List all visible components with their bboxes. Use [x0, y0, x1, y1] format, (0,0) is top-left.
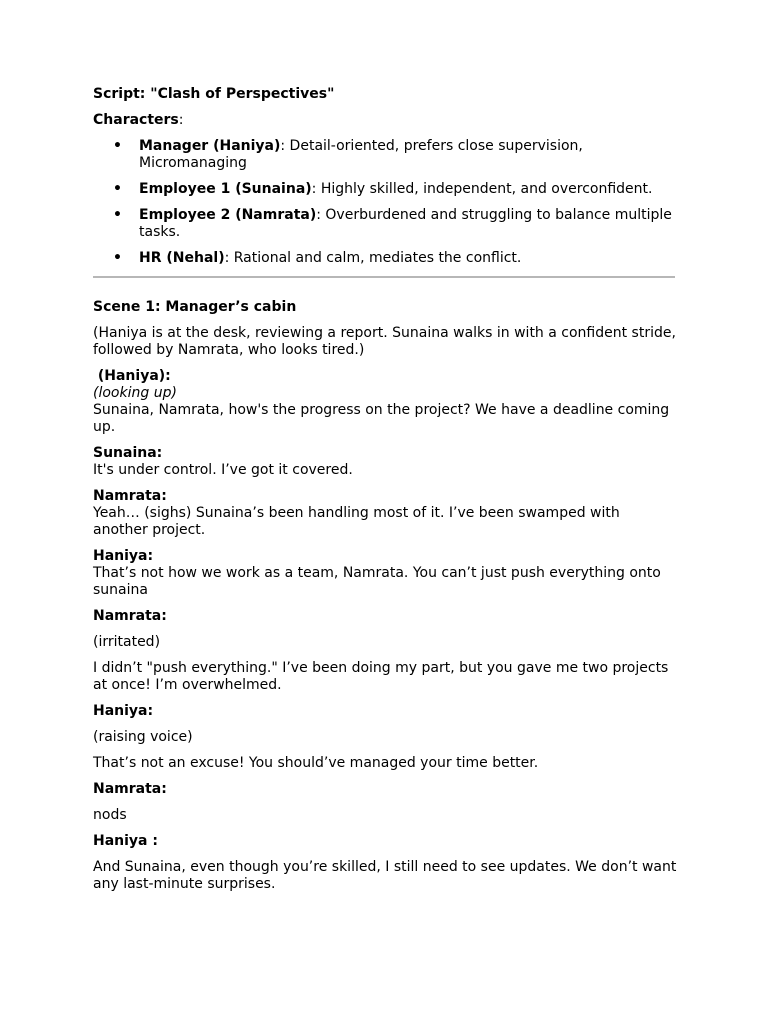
characters-heading: [93, 112, 678, 129]
character-description: : Highly skilled, independent, and overconfident.: [311, 181, 653, 197]
speaker-name: (Haniya):: [93, 368, 171, 384]
dialogue-line: nods: [93, 807, 127, 823]
speaker-name: Haniya:: [93, 548, 154, 564]
character-name: Employee 1 (Sunaina): [139, 181, 312, 197]
character-name: HR (Nehal): [139, 250, 225, 266]
list-item: [93, 138, 678, 172]
dialogue-line: That’s not how we work as a team, Namrata. You can’t just push everything onto sunaina: [93, 565, 661, 598]
characters-label: Characters: [93, 112, 179, 128]
bullet: •: [113, 138, 122, 154]
list-item: [93, 181, 678, 198]
bullet: •: [113, 250, 122, 266]
script-title: Script: "Clash of Perspectives": [93, 86, 335, 102]
document-page: [93, 86, 678, 902]
dialogue-block: [93, 368, 678, 436]
list-item: [93, 250, 678, 267]
stage-direction: (raising voice): [93, 729, 193, 745]
dialogue-line: Yeah… (sighs) Sunaina’s been handling most of it. I’ve been swamped with another project.: [93, 505, 620, 538]
character-name: Employee 2 (Namrata): [139, 207, 317, 223]
dialogue-block: [93, 488, 678, 539]
horizontal-divider: [93, 276, 675, 278]
character-description: : Rational and calm, mediates the conflict.: [224, 250, 522, 266]
stage-direction: (looking up): [93, 385, 177, 401]
character-name: Manager (Haniya): [139, 138, 281, 154]
speaker-name: Namrata:: [93, 608, 167, 624]
speaker-name: Sunaina:: [93, 445, 163, 461]
dialogue-line: And Sunaina, even though you’re skilled, I still need to see updates. We don’t want any last-minute surprises.: [93, 859, 677, 892]
dialogue-block: [93, 445, 678, 479]
characters-colon: :: [178, 112, 184, 128]
bullet: •: [113, 181, 122, 197]
bullet: •: [113, 207, 122, 223]
dialogue-line: Sunaina, Namrata, how's the progress on the project? We have a deadline coming up.: [93, 402, 670, 435]
dialogue-line: It's under control. I’ve got it covered.: [93, 462, 353, 478]
stage-direction: (Haniya is at the desk, reviewing a report. Sunaina walks in with a confident stride, followed by Namrata, who looks tired.): [93, 325, 676, 358]
speaker-name: Haniya:: [93, 703, 154, 719]
speaker-name: Namrata:: [93, 781, 167, 797]
dialogue-block: [93, 548, 678, 599]
character-description: : Detail-oriented, prefers close supervision, Micromanaging: [139, 138, 583, 171]
character-description: : Overburdened and struggling to balance multiple tasks.: [139, 207, 672, 240]
speaker-name: Haniya :: [93, 833, 158, 849]
list-item: [93, 207, 678, 241]
speaker-name: Namrata:: [93, 488, 167, 504]
dialogue-line: That’s not an excuse! You should’ve managed your time better.: [93, 755, 539, 771]
dialogue-line: I didn’t "push everything." I’ve been doing my part, but you gave me two projects at once! I’m overwhelmed.: [93, 660, 669, 693]
stage-direction: (irritated): [93, 634, 161, 650]
scene-heading: Scene 1: Manager’s cabin: [93, 299, 297, 315]
character-list: [93, 138, 678, 267]
